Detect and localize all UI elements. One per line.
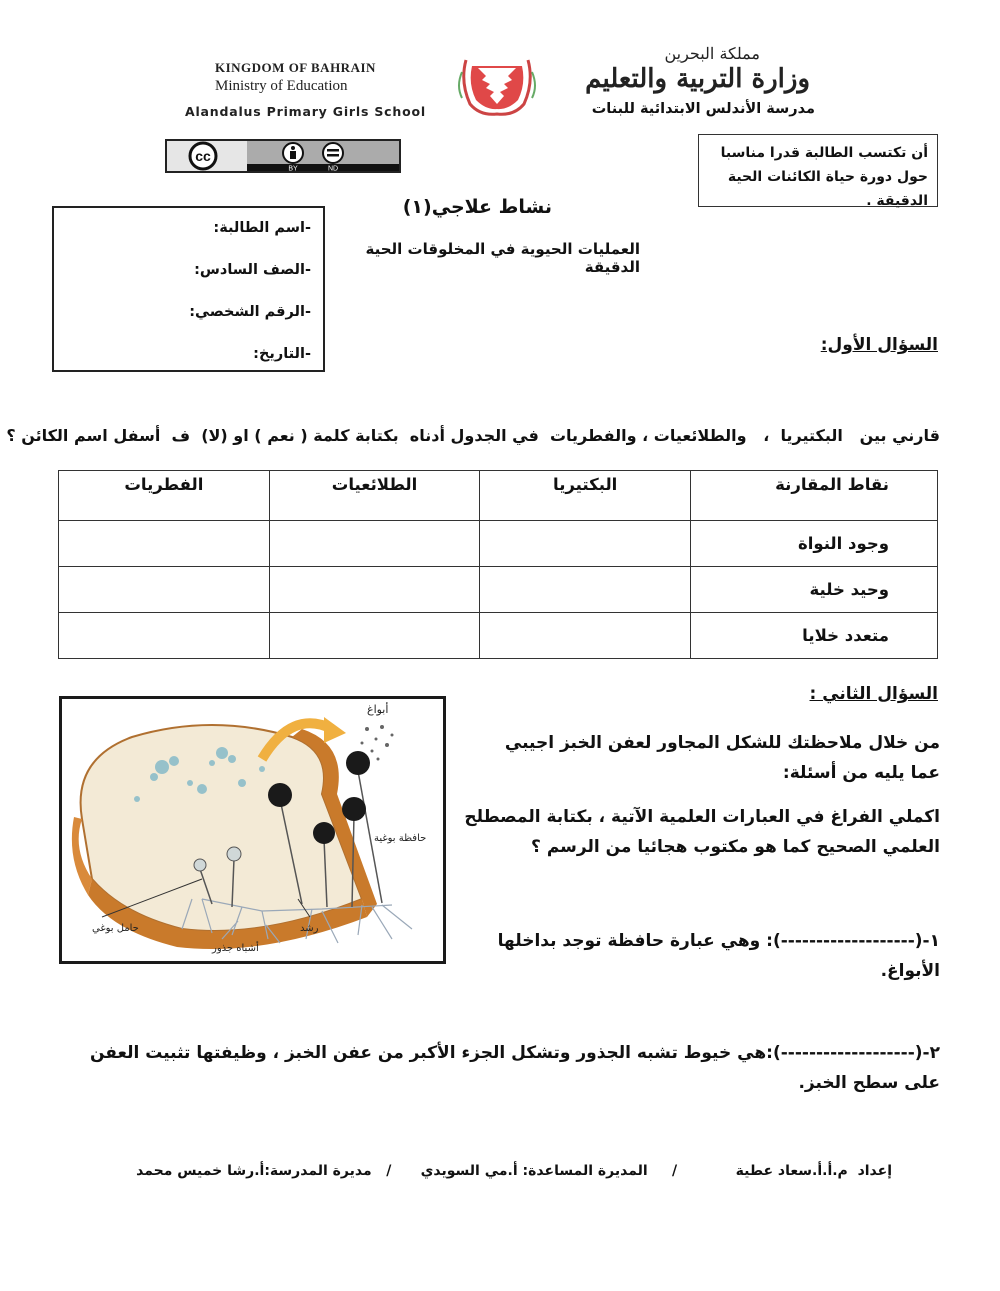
student-date-label: -التاريخ: xyxy=(253,346,311,362)
label-sporangiophore: حامل بوغي xyxy=(92,923,139,934)
footer-credits: إعداد م.أ.أ.سعاد عطية / المديرة المساعدة: أ.مي السويدي / مديرة المدرسة:أ.رشا خميس محمد xyxy=(136,1163,892,1179)
header-school-en: Alandalus Primary Girls School xyxy=(185,104,426,119)
header-ministry-ar: وزارة التربية والتعليم xyxy=(585,64,810,94)
answer-cell[interactable] xyxy=(59,521,270,567)
svg-text:BY: BY xyxy=(288,165,298,171)
header-comparison-points: نقاط المقارنة xyxy=(691,471,938,521)
header-school-ar: مدرسة الأندلس الابتدائية للبنات xyxy=(591,101,815,117)
table-row xyxy=(59,613,938,659)
student-id-label: -الرقم الشخصي: xyxy=(189,304,311,320)
answer-cell[interactable] xyxy=(59,567,270,613)
answer-cell[interactable] xyxy=(269,567,480,613)
header-kingdom-en: KINGDOM OF BAHRAIN xyxy=(215,60,376,75)
activity-title: نشاط علاجي(١) xyxy=(402,196,552,218)
question1-instruction: قارني بين البكتيريا ، والطلائعيات ، والفطريات في الجدول أدناه بكتابة كلمة ( نعم ) او (لا) ف أسفل اسم الكائن ؟ xyxy=(6,426,940,445)
table-row xyxy=(59,567,938,613)
svg-text:cc: cc xyxy=(195,148,211,164)
label-spores: أبواغ xyxy=(367,703,389,716)
cc-license-badge xyxy=(165,139,401,173)
row-label-unicellular: وحيد خلية xyxy=(691,567,938,613)
label-sporangium: حافظة بوغية xyxy=(374,833,427,844)
label-hyphae: رشد xyxy=(300,923,319,934)
cc-by-nd-icon xyxy=(167,141,399,171)
answer-cell[interactable] xyxy=(59,613,270,659)
header-protists: الطلائعيات xyxy=(269,471,480,521)
answer-cell[interactable] xyxy=(269,521,480,567)
objective-box xyxy=(698,134,938,207)
objective-text: أن تكتسب الطالبة قدرا مناسبا حول دورة حياة الكائنات الحية الدقيقة . xyxy=(720,145,928,209)
header-fungi: الفطريات xyxy=(59,471,270,521)
student-info-box xyxy=(52,206,325,372)
bread-mold-illustration xyxy=(62,699,443,961)
question1-heading: السؤال الأول: xyxy=(820,335,938,355)
activity-subtitle: العمليات الحيوية في المخلوقات الحية الدقيقة xyxy=(365,240,640,276)
comparison-table xyxy=(58,470,938,659)
answer-cell[interactable] xyxy=(480,613,691,659)
label-rhizoids: أشباه جذور xyxy=(212,943,259,954)
header-ministry-en: Ministry of Education xyxy=(215,78,348,94)
question2-intro: من خلال ملاحظتك للشكل المجاور لعفن الخبز اجيبي عما يليه من أسئلة: xyxy=(504,733,940,783)
answer-cell[interactable] xyxy=(269,613,480,659)
question2-heading: السؤال الثاني : xyxy=(809,684,938,704)
question2-instruction: اكملي الفراغ في العبارات العلمية الآتية ، بكتابة المصطلح العلمي الصحيح كما هو مكتوب هجائيا من الرسم ؟ xyxy=(464,807,940,857)
answer-cell[interactable] xyxy=(480,567,691,613)
question2-item1: ١-(-------------------): وهي عبارة حافظة توجد بداخلها الأبواغ. xyxy=(497,931,940,981)
header-bacteria: البكتيريا xyxy=(480,471,691,521)
answer-cell[interactable] xyxy=(480,521,691,567)
student-grade-label: -الصف السادس: xyxy=(194,262,311,278)
table-row xyxy=(59,521,938,567)
header-kingdom-ar: مملكة البحرين xyxy=(664,44,760,63)
svg-text:ND: ND xyxy=(327,165,339,171)
comparison-table-header xyxy=(59,471,938,521)
row-label-nucleus: وجود النواة xyxy=(691,521,938,567)
question2-item2: ٢-(-------------------):هي خيوط تشبه الجذور وتشكل الجزء الأكبر من عفن الخبز ، وظيفتها تثبيت العفن على سطح الخبز. xyxy=(89,1043,940,1093)
student-name-label: -اسم الطالبة: xyxy=(213,220,311,236)
bread-mold-figure xyxy=(59,696,446,964)
row-label-multicellular: متعدد خلايا xyxy=(691,613,938,659)
